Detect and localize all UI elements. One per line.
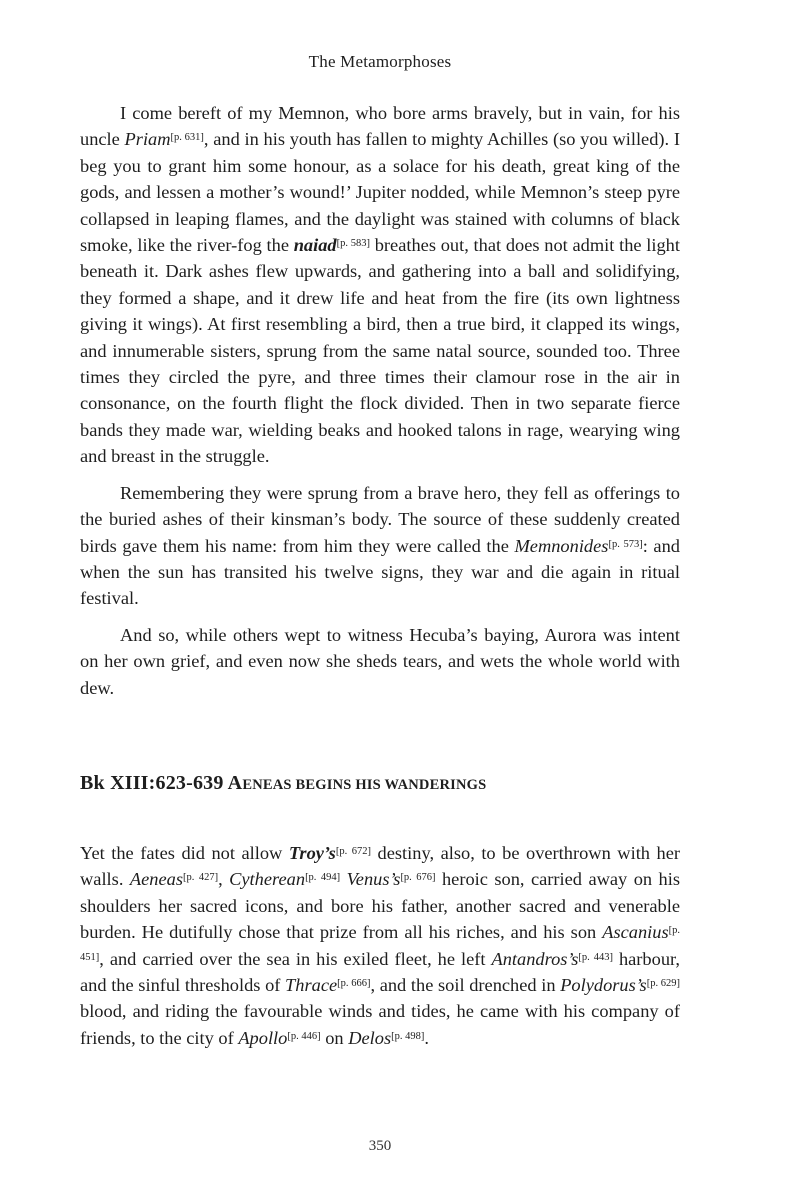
- link-delos[interactable]: Delos: [348, 1027, 392, 1048]
- link-ascanius[interactable]: Ascanius: [602, 922, 669, 943]
- link-antandros[interactable]: Antandros’s: [491, 948, 579, 969]
- link-memnonides[interactable]: Memnonides: [514, 535, 609, 556]
- page-ref[interactable]: [p. 443]: [578, 951, 613, 963]
- link-venus[interactable]: Venus’s: [346, 869, 401, 890]
- page-ref[interactable]: [p. 451]: [80, 925, 680, 963]
- link-priam[interactable]: Priam: [124, 129, 171, 150]
- running-head: The Metamorphoses: [308, 52, 452, 71]
- page-ref[interactable]: [p. 676]: [400, 872, 436, 884]
- page-ref[interactable]: [p. 672]: [335, 846, 372, 857]
- section-body: [80, 840, 680, 1051]
- link-cytherean[interactable]: Cytherean: [229, 869, 306, 890]
- paragraph-aurora: And so, while others wept to witness Hecuba’s baying, Aurora was intent on her own grief, and even now she sheds tears, and wets the whole world with dew.: [80, 624, 680, 698]
- link-naiad[interactable]: naiad: [293, 235, 337, 256]
- page-ref[interactable]: [p. 427]: [182, 872, 219, 884]
- page-ref[interactable]: [p. 494]: [305, 872, 341, 884]
- link-thrace[interactable]: Thrace: [285, 975, 338, 996]
- page-ref[interactable]: [p. 629]: [646, 978, 680, 990]
- paragraph-memnonides: Remembering they were sprung from a brave hero, they fell as offerings to the buried ashes of their kinsman’s body. The source of these suddenly created birds gave them his name: from him they were called the Memnonides[p. 573]: and when the sun has transited his twelve signs, they war and die again in ritual festival.: [80, 482, 680, 609]
- body-text: [80, 100, 680, 701]
- page-ref[interactable]: [p. 666]: [337, 978, 371, 990]
- link-aeneas[interactable]: Aeneas: [129, 869, 183, 890]
- link-polydorus[interactable]: Polydorus’s: [560, 975, 647, 996]
- page-number: 350: [368, 1138, 392, 1154]
- page-ref[interactable]: [p. 631]: [170, 132, 204, 144]
- paragraph-aeneas: Yet the fates did not allow Troy’s[p. 672] destiny, also, to be overthrown with her walls. Aeneas[p. 427], Cytherean[p. 494] Venus’s[p. 676] heroic son, carried away on his shoulders her sacred icons, and bore his father, another sacred and venerable burden. He dutifully chose that prize from all his riches, and his son Ascanius[p. 451], and carried over the sea in his exiled fleet, he left Antandros’s[p. 443] harbour, and the sinful thresholds of Thrace[p. 666], and the soil drenched in Polydorus’s[p. 629] blood, and riding the favourable winds and tides, he came with his company of friends, to the city of Apollo[p. 446] on Delos[p. 498].: [80, 843, 681, 1048]
- page-ref[interactable]: [p. 583]: [336, 238, 371, 250]
- link-apollo[interactable]: Apollo: [238, 1027, 288, 1048]
- paragraph-memnon-pyre: I come bereft of my Memnon, who bore arms bravely, but in vain, for his uncle Priam[p. 631], and in his youth has fallen to mighty Achilles (so you willed). I beg you to grant him some honour, as a solace for his death, great king of the gods, and lessen a mother’s wound!’ Jupiter nodded, while Memnon’s steep pyre collapsed in leaping flames, and the daylight was stained with columns of black smoke, like the river-fog the naiad[p. 583] breathes out, that does not admit the light beneath it. Dark ashes flew upwards, and gathering into a ball and solidifying, they formed a shape, and it drew life and heat from the fire (its own lightness giving it wings). At first resembling a bird, then a true bird, it clapped its wings, and innumerable sisters, sprung from the same natal source, sounded too. Three times they circled the pyre, and three times their clamour rose in the air in consonance, on the fourth flight the flock divided. Then in two separate fierce bands they made war, wielding beaks and hooked talons in rage, wearying wing and breast in the struggle.: [80, 103, 680, 467]
- page-ref[interactable]: [p. 573]: [608, 538, 643, 550]
- page-ref[interactable]: [p. 446]: [287, 1030, 321, 1042]
- section-heading: Bk XIII:623-639 AENEAS BEGINS HIS WANDERINGS: [80, 772, 487, 794]
- link-troy[interactable]: Troy’s: [288, 843, 336, 863]
- page-ref[interactable]: [p. 498]: [391, 1030, 425, 1042]
